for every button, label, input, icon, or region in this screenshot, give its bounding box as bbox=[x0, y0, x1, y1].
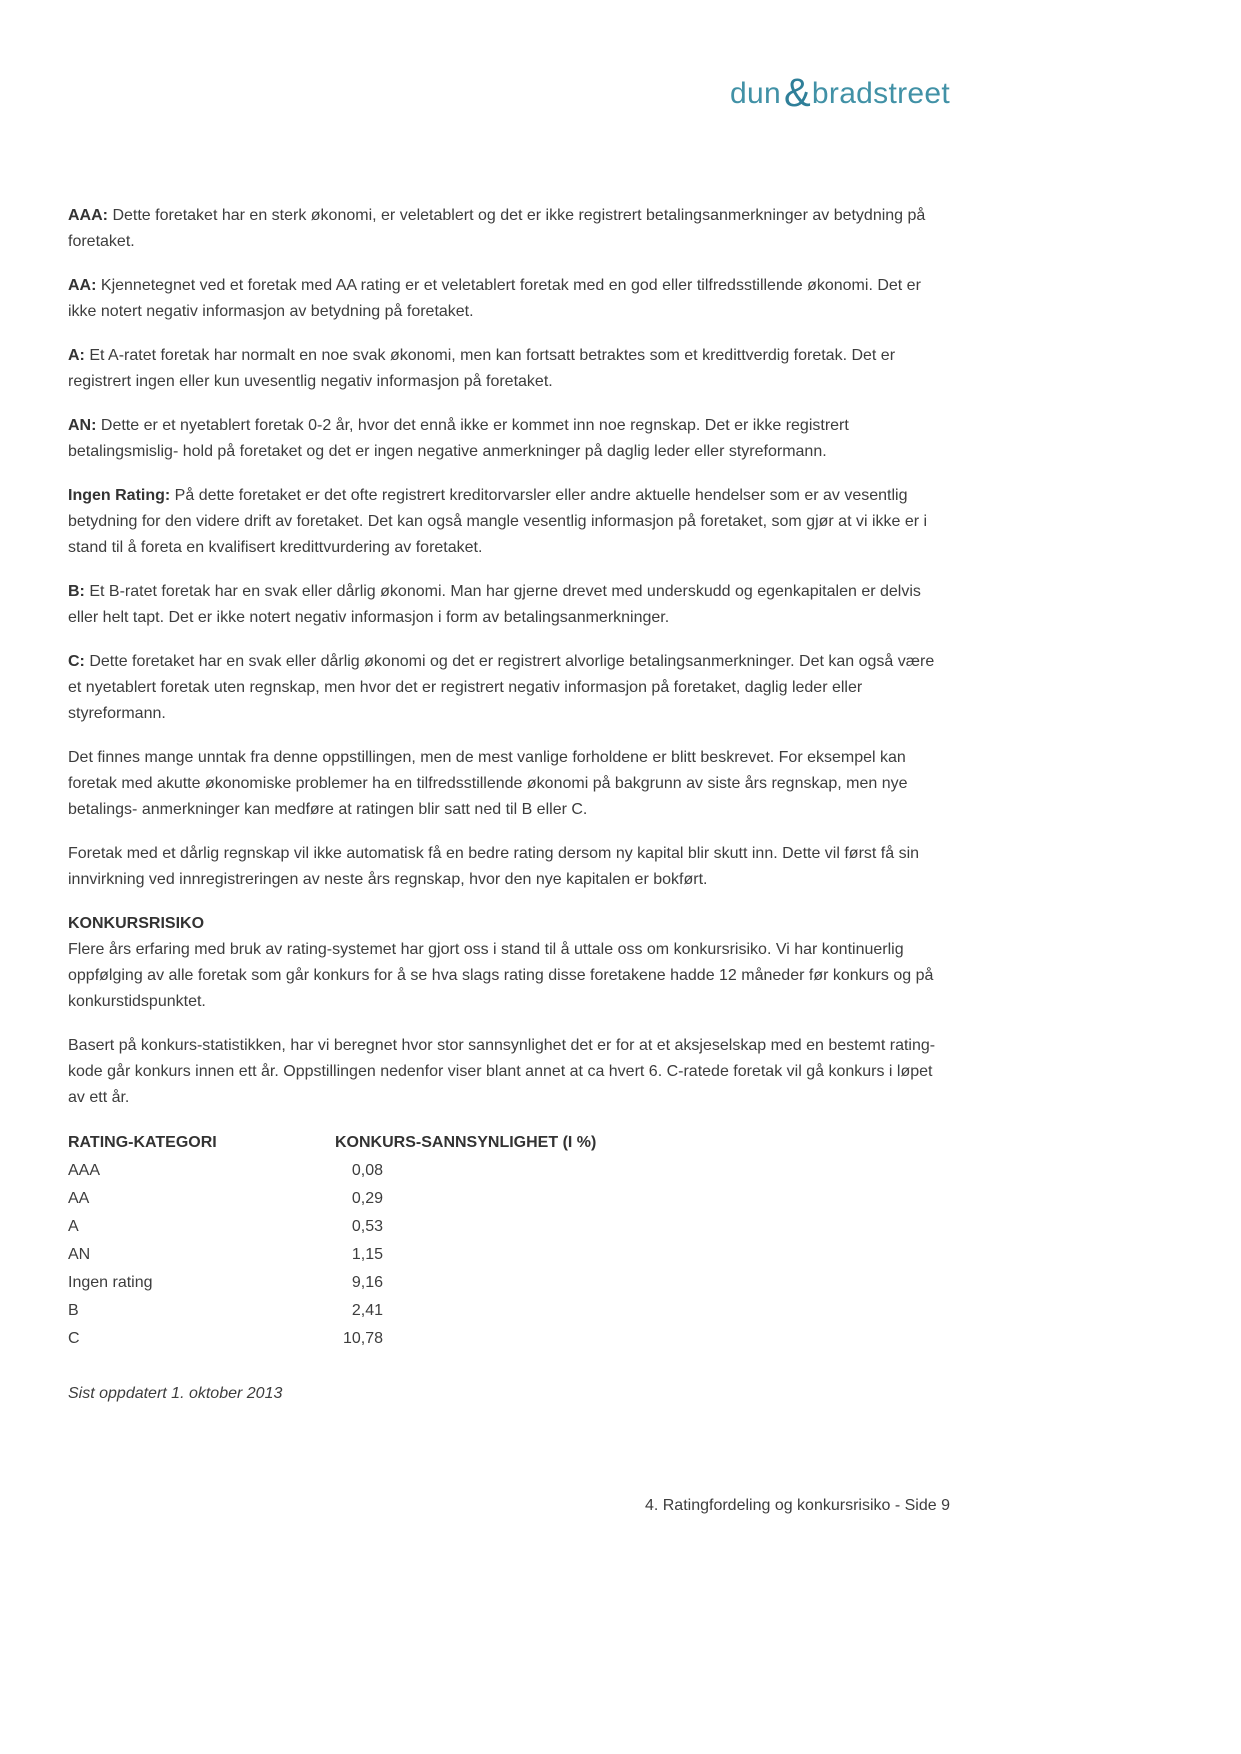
rating-label: A: bbox=[68, 347, 85, 364]
rating-text: Dette foretaket har en sterk økonomi, er veletablert og det er ikke registrert betalingsanmerkninger av betydning på foretaket. bbox=[68, 207, 926, 250]
rating-paragraph bbox=[68, 273, 950, 325]
rating-text: Kjennetegnet ved et foretak med AA rating er et veletablert foretak med en god eller tilfredsstillende økonomi. Det er ikke notert negativ informasjon av betydning på foretaket. bbox=[68, 277, 921, 320]
logo-text-dun: dun bbox=[729, 77, 781, 110]
rating-paragraph bbox=[68, 841, 950, 893]
table-cell-value: 0,53 bbox=[351, 1218, 383, 1235]
section-paragraph-1: Flere års erfaring med bruk av rating-systemet har gjort oss i stand til å uttale oss om konkursrisiko. Vi har kontinuerlig oppfølging av alle foretak som går konkurs for å se hva slags rating disse foretakene hadde 12 måneder før konkurs og på konkurstidspunktet. bbox=[68, 941, 934, 1010]
document-body bbox=[68, 203, 950, 1407]
page-footer: 4. Ratingfordeling og konkursrisiko - Side 9 bbox=[644, 1497, 950, 1514]
table-cell-value: 10,78 bbox=[342, 1330, 383, 1347]
rating-label: C: bbox=[68, 653, 85, 670]
table-row bbox=[68, 1213, 950, 1241]
rating-paragraph bbox=[68, 745, 950, 823]
rating-label: AAA: bbox=[68, 207, 108, 224]
rating-text: På dette foretaket er det ofte registrert kreditorvarsler eller andre aktuelle hendelser som er av vesentlig betydning for den videre drift av foretaket. Det kan også mangle vesentlig informasjon på foretaket, som gjør at vi ikke er i stand til å foreta en kvalifisert kredittvurdering av foretaket. bbox=[68, 487, 928, 556]
section-paragraph-2: Basert på konkurs-statistikken, har vi beregnet hvor stor sannsynlighet det er for at et aksjeselskap med en bestemt rating-kode går konkurs innen ett år. Oppstillingen nedenfor viser blant annet at ca hvert 6. C-ratede foretak vil gå konkurs i løpet av ett år. bbox=[68, 1037, 936, 1106]
section-heading: KONKURSRISIKO bbox=[68, 915, 205, 932]
table-cell-value: 2,41 bbox=[351, 1302, 383, 1319]
table-cell-value: 0,08 bbox=[351, 1162, 383, 1179]
table-row bbox=[68, 1297, 950, 1325]
rating-paragraph bbox=[68, 343, 950, 395]
rating-paragraph bbox=[68, 483, 950, 561]
logo-ampersand-icon: & bbox=[783, 71, 811, 115]
dun-bradstreet-logo bbox=[730, 68, 950, 113]
table-cell-value: 1,15 bbox=[351, 1246, 383, 1263]
rating-text: Dette er et nyetablert foretak 0-2 år, hvor det ennå ikke er kommet inn noe regnskap. Det er ikke registrert betalingsmislig- hold på foretaket og det er ingen negative anmerkninger på daglig leder eller styreformann. bbox=[68, 417, 849, 460]
rating-paragraph bbox=[68, 203, 950, 255]
table-cell-category: Ingen rating bbox=[68, 1274, 153, 1291]
rating-text: Det finnes mange unntak fra denne oppstillingen, men de mest vanlige forholdene er blitt beskrevet. For eksempel kan foretak med akutte økonomiske problemer ha en tilfredsstillende økonomi på bakgrunn av siste års regnskap, men nye betalings- anmerkninger kan medføre at ratingen blir satt ned til B eller C. bbox=[68, 749, 908, 818]
rating-paragraph bbox=[68, 413, 950, 465]
table-row bbox=[68, 1157, 950, 1185]
rating-definitions bbox=[68, 203, 950, 893]
table-cell-value: 9,16 bbox=[351, 1274, 383, 1291]
table-row bbox=[68, 1269, 950, 1297]
rating-text: Et A-ratet foretak har normalt en noe svak økonomi, men kan fortsatt betraktes som et kredittverdig foretak. Det er registrert ingen eller kun uvesentlig negativ informasjon på foretaket. bbox=[68, 347, 896, 390]
logo-text-bradstreet: bradstreet bbox=[811, 77, 950, 110]
rating-label: AA: bbox=[68, 277, 97, 294]
rating-text: Et B-ratet foretak har en svak eller dårlig økonomi. Man har gjerne drevet med underskudd og egenkapitalen er delvis eller helt tapt. Det er ikke notert negativ informasjon i form av betalingsanmerkninger. bbox=[68, 583, 921, 626]
table-header-probability: KONKURS-SANNSYNLIGHET (I %) bbox=[335, 1134, 597, 1151]
table-cell-category: AA bbox=[68, 1190, 90, 1207]
table-cell-category: C bbox=[68, 1330, 80, 1347]
table-row bbox=[68, 1185, 950, 1213]
table-header-row bbox=[68, 1129, 950, 1157]
table-cell-value: 0,29 bbox=[351, 1190, 383, 1207]
table-row bbox=[68, 1241, 950, 1269]
table-cell-category: B bbox=[68, 1302, 79, 1319]
rating-text: Dette foretaket har en svak eller dårlig økonomi og det er registrert alvorlige betalingsanmerkninger. Det kan også være et nyetablert foretak uten regnskap, men hvor det er registrert negativ informasjon på foretaket, daglig leder eller styreformann. bbox=[68, 653, 935, 722]
table-cell-category: A bbox=[68, 1218, 79, 1235]
table-row bbox=[68, 1325, 950, 1353]
last-updated-note: Sist oppdatert 1. oktober 2013 bbox=[68, 1385, 283, 1402]
table-cell-category: AN bbox=[68, 1246, 91, 1263]
table-cell-category: AAA bbox=[68, 1162, 101, 1179]
konkursrisiko-section bbox=[68, 911, 950, 1111]
rating-label: B: bbox=[68, 583, 85, 600]
rating-label: AN: bbox=[68, 417, 97, 434]
table-header-category: RATING-KATEGORI bbox=[68, 1134, 217, 1151]
rating-text: Foretak med et dårlig regnskap vil ikke automatisk få en bedre rating dersom ny kapital blir skutt inn. Dette vil først få sin innvirkning ved innregistreringen av neste års regnskap, hvor den nye kapitalen er bokført. bbox=[68, 845, 920, 888]
rating-paragraph bbox=[68, 579, 950, 631]
rating-paragraph bbox=[68, 649, 950, 727]
konkurs-probability-table bbox=[68, 1129, 950, 1353]
rating-label: Ingen Rating: bbox=[68, 487, 171, 504]
